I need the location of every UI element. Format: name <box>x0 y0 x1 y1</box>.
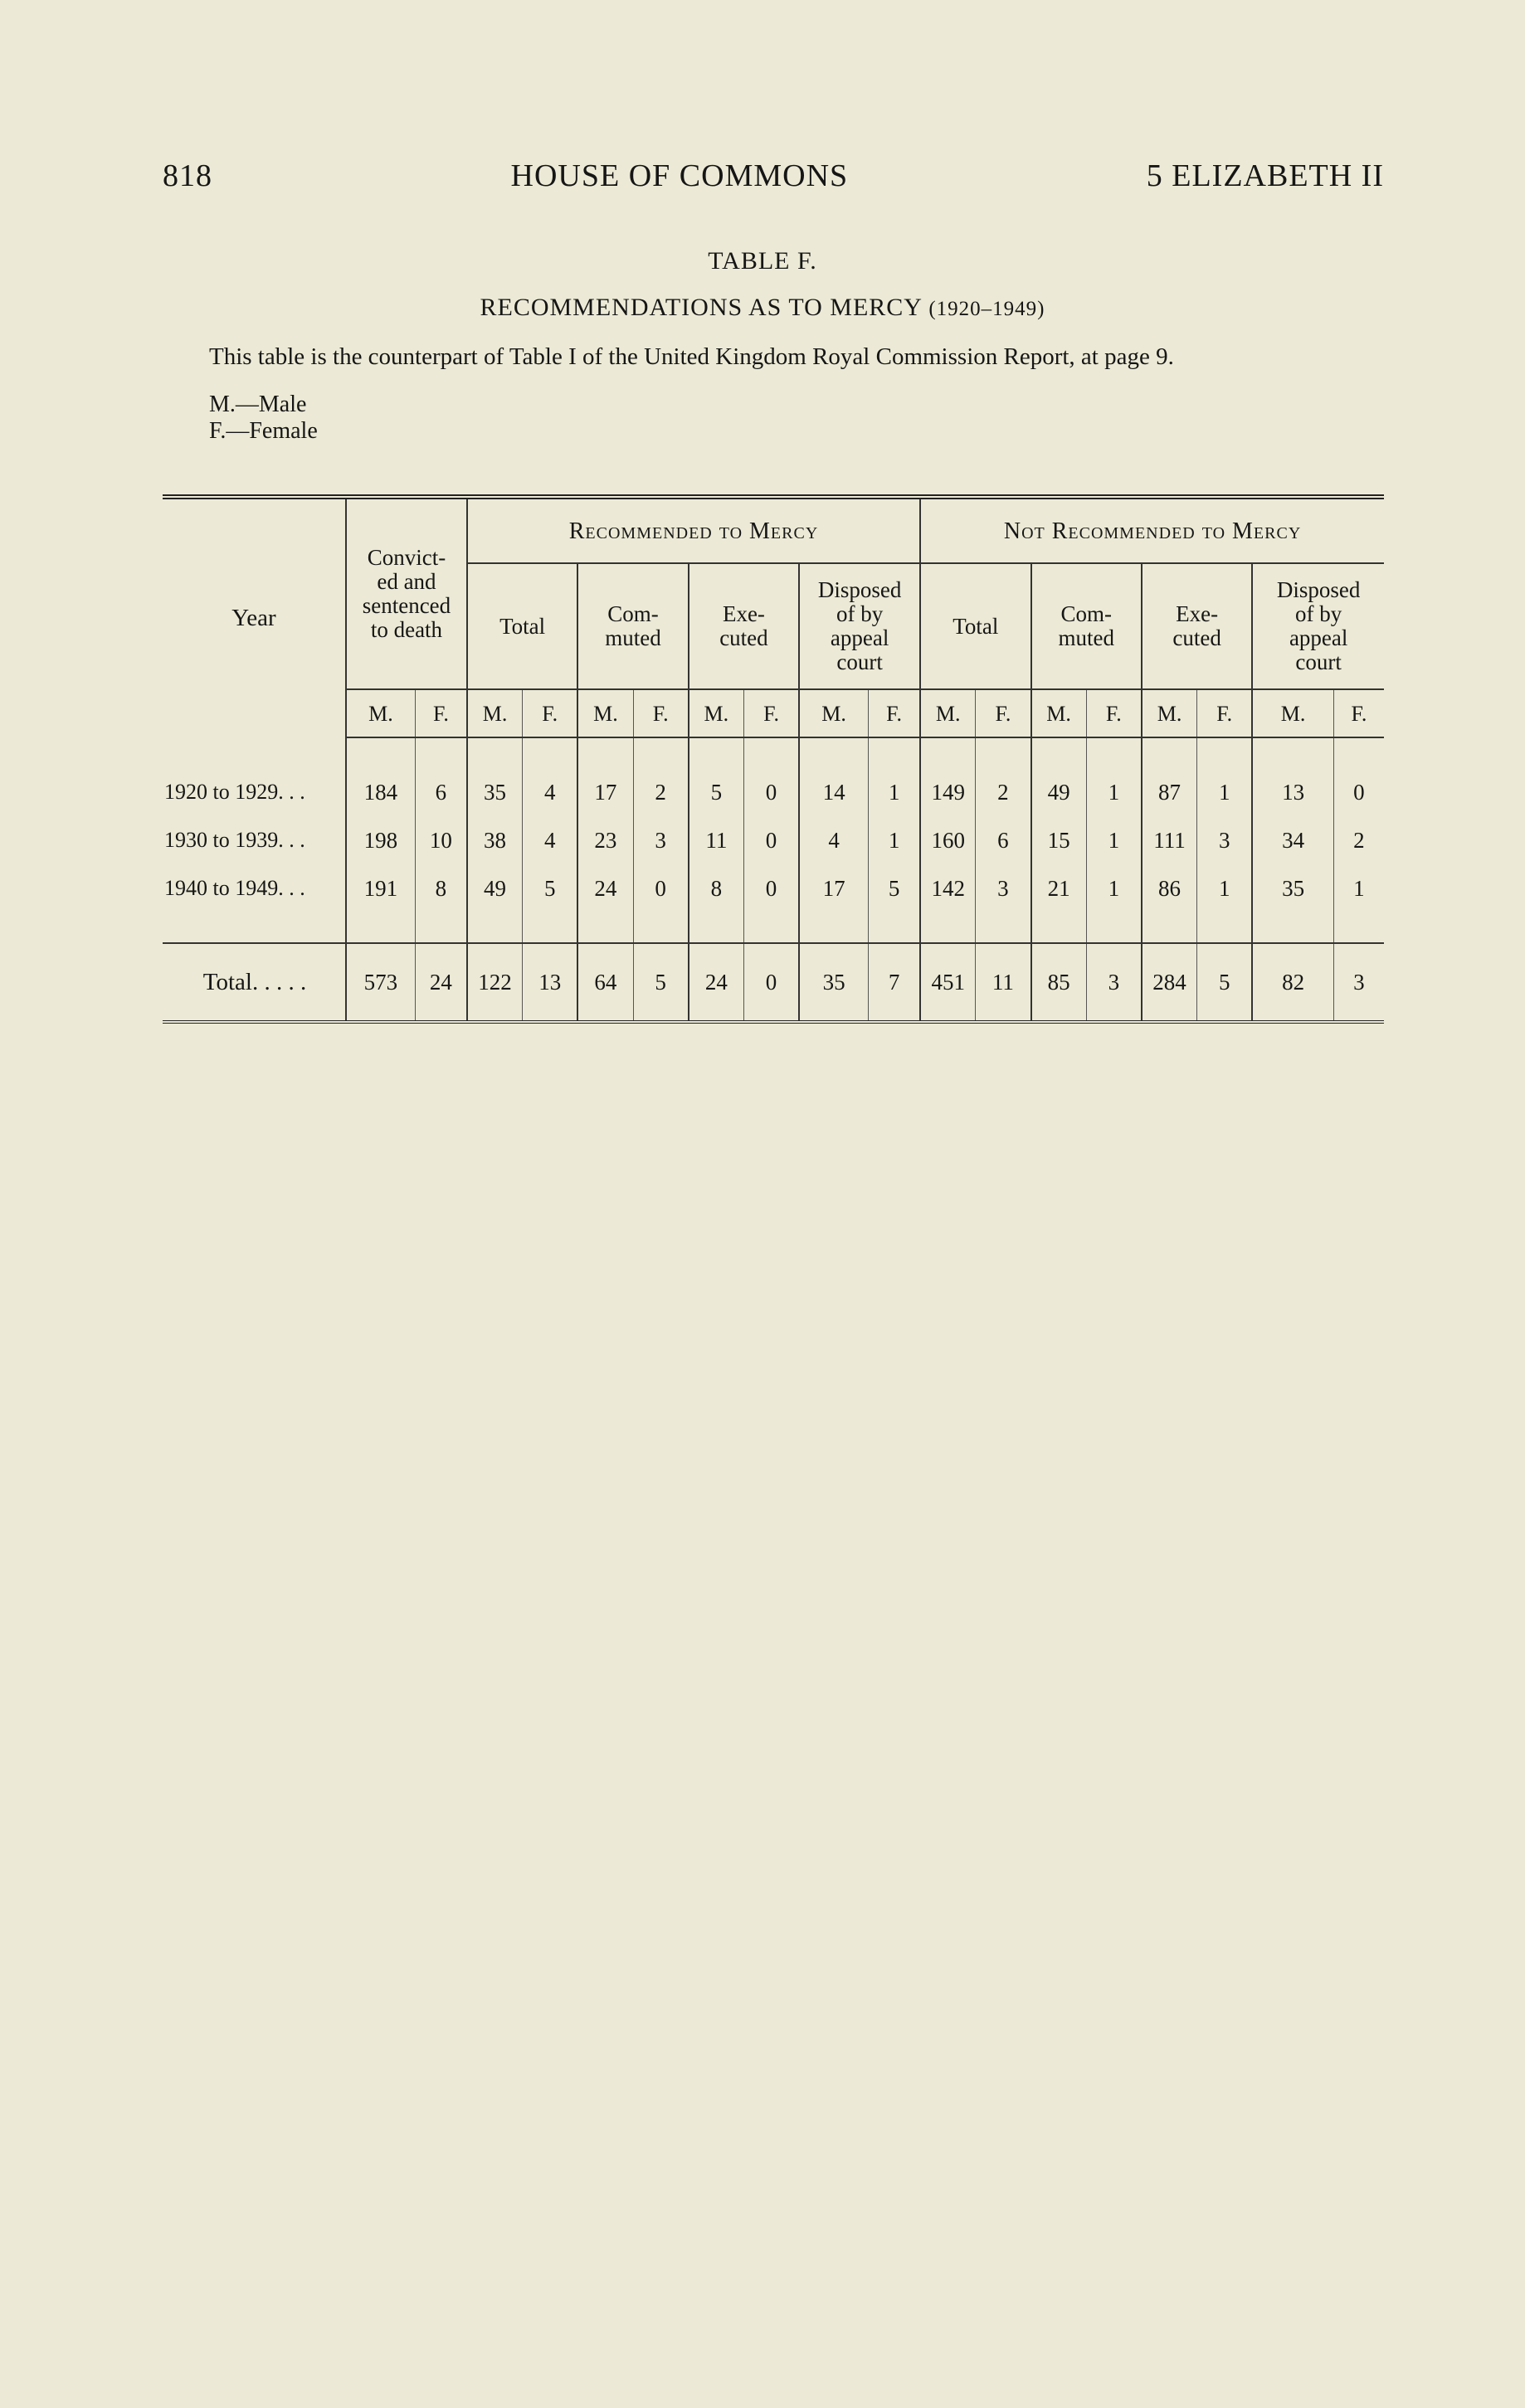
cell-female: 6 <box>415 768 467 816</box>
cell-male: 64 <box>577 943 633 1022</box>
regnal-year: 5 ELIZABETH II <box>1146 158 1384 193</box>
cell-male: 184 <box>363 779 398 805</box>
rec-disposed-header <box>799 563 920 689</box>
header-line: Exe- <box>722 601 765 626</box>
f-header: F. <box>743 689 799 737</box>
cell-male: 24 <box>689 943 744 1022</box>
cell-female: 1 <box>869 816 921 864</box>
f-header: F. <box>1086 689 1142 737</box>
convicted-header-line: to death <box>370 617 443 642</box>
notrec-total-header: Total <box>920 563 1030 689</box>
header-line: Disposed <box>817 577 902 602</box>
legend-female: F.—Female <box>209 418 318 444</box>
f-header: F. <box>1333 689 1384 737</box>
m-header: M. <box>689 689 744 737</box>
cell-male: 38 <box>484 827 507 853</box>
cell-female: 7 <box>869 943 921 1022</box>
legend <box>209 392 318 445</box>
cell-female: 24 <box>415 943 467 1022</box>
m-header: M. <box>577 689 633 737</box>
cell-male: 14 <box>799 768 868 816</box>
spacer-row <box>163 737 1384 768</box>
notrec-disposed-header <box>1252 563 1384 689</box>
cell-female: 3 <box>1086 943 1142 1022</box>
m-header: M. <box>1142 689 1197 737</box>
spacer-row <box>163 912 1384 943</box>
cell-male: 149 <box>931 779 965 805</box>
cell-male: 5 <box>689 768 744 816</box>
page-number: 818 <box>163 158 212 193</box>
cell-male: 17 <box>799 864 868 912</box>
cell-female: 5 <box>523 864 578 912</box>
not-recommended-group-header: Not Recommended to Mercy <box>920 497 1384 563</box>
cell-female: 3 <box>1333 943 1384 1022</box>
header-line: court <box>836 649 883 674</box>
cell-male: 13 <box>1252 768 1333 816</box>
cell-male: 284 <box>1142 943 1197 1022</box>
table-row <box>163 768 1384 816</box>
table-title-text: RECOMMENDATIONS AS TO MERCY <box>480 294 922 321</box>
cell-male: 34 <box>1252 816 1333 864</box>
header-line: of by <box>1295 601 1342 626</box>
cell-female: 6 <box>976 816 1031 864</box>
cell-female: 5 <box>869 864 921 912</box>
cell-male: 111 <box>1142 816 1197 864</box>
m-header: M. <box>1252 689 1333 737</box>
cell-male: 122 <box>467 943 523 1022</box>
convicted-header <box>346 497 467 689</box>
f-header: F. <box>523 689 578 737</box>
cell-female: 0 <box>743 816 799 864</box>
cell-male: 49 <box>1031 768 1087 816</box>
cell-male: 198 <box>363 827 398 853</box>
cell-male: 35 <box>484 779 507 805</box>
year-header: Year <box>163 497 346 737</box>
m-header: M. <box>467 689 523 737</box>
cell-female: 1 <box>1197 768 1253 816</box>
f-header: F. <box>1197 689 1253 737</box>
cell-male: 87 <box>1142 768 1197 816</box>
cell-female: 0 <box>743 768 799 816</box>
intro-text: This table is the counterpart of Table I of the United Kingdom Royal Commission Report, at page 9. <box>209 343 1174 370</box>
header-line: cuted <box>1172 625 1221 650</box>
cell-male: 23 <box>577 816 633 864</box>
cell-male: 35 <box>1252 864 1333 912</box>
cell-male: 82 <box>1252 943 1333 1022</box>
row-year: Total. . . . . <box>163 943 346 1022</box>
cell-female: 1 <box>1086 768 1142 816</box>
cell-male: 86 <box>1142 864 1197 912</box>
cell-female: 0 <box>1333 768 1384 816</box>
cell-male: 4 <box>799 816 868 864</box>
m-header: M. <box>346 689 415 737</box>
row-year: 1920 to 1929. . . <box>163 768 346 816</box>
cell-female: 5 <box>1197 943 1253 1022</box>
m-header: M. <box>799 689 868 737</box>
running-title: HOUSE OF COMMONS <box>510 158 849 193</box>
header-line: Com- <box>1060 601 1112 626</box>
recommended-group-header: Recommended to Mercy <box>467 497 920 563</box>
cell-male: 8 <box>689 864 744 912</box>
cell-female: 2 <box>633 768 689 816</box>
f-header: F. <box>415 689 467 737</box>
total-row <box>163 943 1384 1022</box>
cell-female: 1 <box>1333 864 1384 912</box>
table-title <box>0 294 1525 322</box>
cell-male: 15 <box>1031 816 1087 864</box>
header-line: of by <box>836 601 884 626</box>
cell-female: 13 <box>523 943 578 1022</box>
table-title-years: (1920–1949) <box>928 298 1045 320</box>
row-year: 1930 to 1939. . . <box>163 816 346 864</box>
cell-female: 0 <box>743 943 799 1022</box>
notrec-executed-header <box>1142 563 1252 689</box>
cell-female: 2 <box>1333 816 1384 864</box>
cell-female: 8 <box>415 864 467 912</box>
cell-female: 4 <box>523 768 578 816</box>
header-line: appeal <box>1289 625 1348 650</box>
cell-female: 1 <box>1086 816 1142 864</box>
header-line: Disposed <box>1276 577 1361 602</box>
cell-male: 17 <box>577 768 633 816</box>
table-row <box>163 816 1384 864</box>
cell-female: 0 <box>743 864 799 912</box>
cell-female: 3 <box>976 864 1031 912</box>
cell-female: 2 <box>976 768 1031 816</box>
cell-male: 49 <box>484 875 507 901</box>
row-year: 1940 to 1949. . . <box>163 864 346 912</box>
convicted-header-line: sentenced <box>362 593 451 618</box>
f-header: F. <box>633 689 689 737</box>
table-row <box>163 864 1384 912</box>
cell-male: 451 <box>920 943 976 1022</box>
f-header: F. <box>869 689 921 737</box>
cell-female: 1 <box>869 768 921 816</box>
convicted-header-line: ed and <box>377 569 436 594</box>
header-line: muted <box>605 625 661 650</box>
mercy-table <box>163 494 1384 1024</box>
header-line: appeal <box>830 625 889 650</box>
f-header: F. <box>976 689 1031 737</box>
cell-female: 4 <box>523 816 578 864</box>
legend-male: M.—Male <box>209 392 307 417</box>
rec-executed-header <box>689 563 799 689</box>
cell-male: 35 <box>799 943 868 1022</box>
notrec-commuted-header <box>1031 563 1142 689</box>
cell-male: 11 <box>689 816 744 864</box>
cell-female: 5 <box>633 943 689 1022</box>
rec-total-header: Total <box>467 563 577 689</box>
cell-female: 3 <box>1197 816 1253 864</box>
cell-male: 21 <box>1031 864 1087 912</box>
header-line: cuted <box>719 625 768 650</box>
cell-female: 1 <box>1197 864 1253 912</box>
cell-female: 11 <box>976 943 1031 1022</box>
cell-male: 24 <box>577 864 633 912</box>
sex-header-row <box>163 689 1384 737</box>
page-header <box>163 158 1384 194</box>
cell-female: 0 <box>633 864 689 912</box>
m-header: M. <box>1031 689 1087 737</box>
header-line: court <box>1295 649 1342 674</box>
cell-female: 3 <box>633 816 689 864</box>
cell-male: 573 <box>346 943 415 1022</box>
cell-male: 85 <box>1031 943 1087 1022</box>
cell-male: 160 <box>931 827 965 853</box>
m-header: M. <box>920 689 976 737</box>
cell-female: 1 <box>1086 864 1142 912</box>
rec-commuted-header <box>577 563 688 689</box>
table-label: TABLE F. <box>708 247 817 275</box>
cell-male: 191 <box>363 875 398 901</box>
header-line: Com- <box>607 601 659 626</box>
header-line: muted <box>1058 625 1114 650</box>
cell-female: 10 <box>415 816 467 864</box>
header-line: Exe- <box>1176 601 1219 626</box>
cell-male: 142 <box>931 875 965 901</box>
convicted-header-line: Convict- <box>367 545 446 570</box>
